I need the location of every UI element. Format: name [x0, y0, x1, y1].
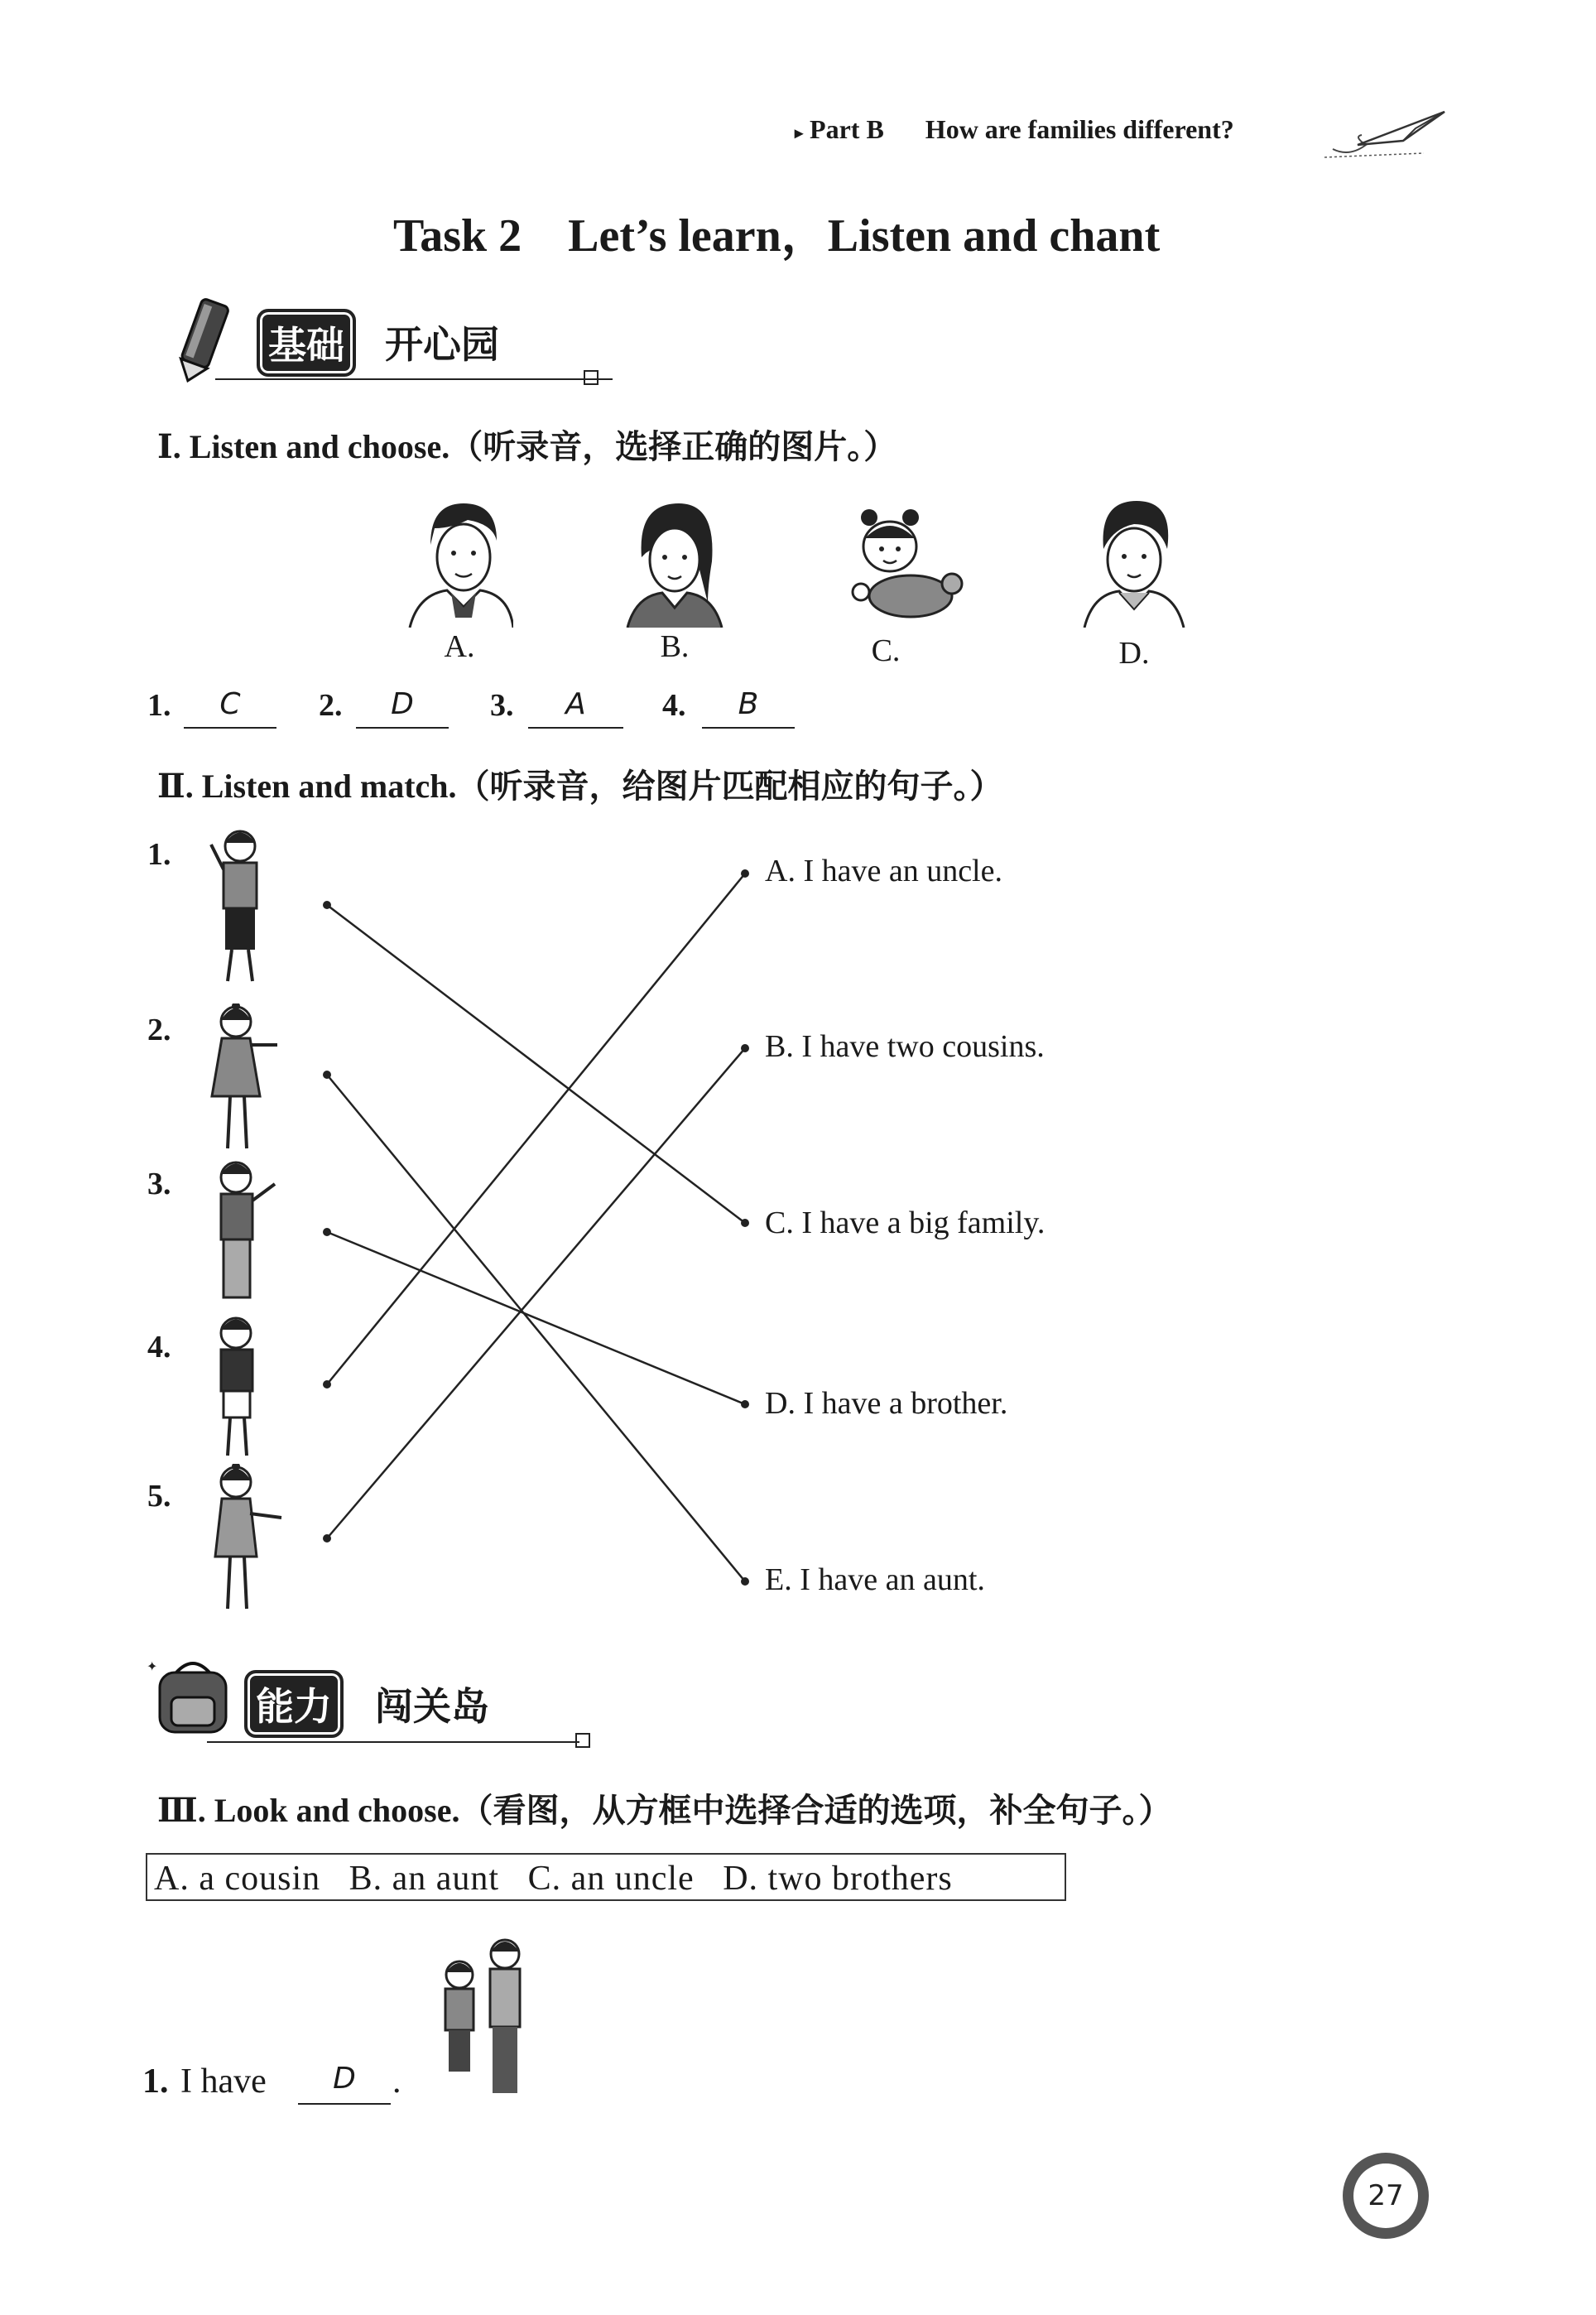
q2-sentence-c: C. I have a big family.	[765, 1206, 1046, 1240]
section-underline-2	[207, 1741, 579, 1743]
match-line-4-A	[327, 874, 745, 1384]
q3-heading: Ⅲ. Look and choose.（看图，从方框中选择合适的选项，补全句子。）	[157, 1792, 1172, 1829]
header-arrow-icon: ▸	[795, 124, 804, 142]
q1-label-a: A.	[444, 629, 475, 664]
q2-item-num-2: 2.	[147, 1013, 171, 1047]
q1-label-d: D.	[1118, 636, 1150, 671]
section-header-ability	[145, 1652, 608, 1751]
q2-sentence-a: A. I have an uncle.	[765, 854, 1002, 888]
q1-heading: Ⅰ. Listen and choose.（听录音，选择正确的图片。）	[157, 428, 897, 465]
match-line-1-C	[327, 905, 745, 1223]
q1-answer-num-3: 3.	[490, 688, 514, 723]
q3-item1-text: I have	[180, 2062, 267, 2101]
page-number: 27	[1368, 2179, 1404, 2212]
match-line-3-D	[327, 1232, 745, 1404]
q1-answer-num-2: 2.	[319, 688, 343, 723]
section-title-ability: 闯关岛	[375, 1684, 489, 1729]
q1-answer-blank-1[interactable]: C	[184, 687, 276, 729]
match-line-2-E	[327, 1075, 745, 1581]
header-part: Part B	[810, 114, 884, 144]
corner-mark-icon-2	[575, 1733, 590, 1748]
q2-item-num-3: 3.	[147, 1167, 171, 1201]
match-line-5-B	[327, 1048, 745, 1538]
q2-sentence-d: D. I have a brother.	[765, 1386, 1008, 1421]
section-title-basic: 开心园	[385, 322, 499, 367]
q1-answer-blank-4[interactable]: B	[702, 687, 795, 729]
page-number-badge	[1343, 2153, 1429, 2239]
section-badge-ability: 能力	[244, 1670, 344, 1738]
q1-answer-num-4: 4.	[662, 688, 686, 723]
q1-answer-num-1: 1.	[147, 688, 171, 723]
q1-label-c: C.	[871, 633, 901, 668]
task-title: Task 2 Let’s learn，Listen and chant	[393, 210, 1161, 262]
q3-options-box: A. a cousin B. an aunt C. an uncle D. two brothers	[146, 1853, 1066, 1901]
q2-item-num-1: 1.	[147, 837, 171, 872]
svg-text:✦: ✦	[147, 1660, 158, 1674]
q2-sentence-e: E. I have an aunt.	[765, 1562, 985, 1597]
q3-item1-num: 1.	[142, 2062, 169, 2101]
match-lines-group	[323, 869, 749, 1586]
q2-sentence-b: B. I have two cousins.	[765, 1029, 1045, 1064]
section-badge-basic: 基础	[257, 309, 356, 377]
q2-heading: Ⅱ. Listen and match.（听录音，给图片匹配相应的句子。）	[157, 768, 1003, 805]
q1-label-b: B.	[660, 629, 690, 664]
header-title: How are families different?	[925, 114, 1234, 144]
two-brothers-icon	[422, 1937, 555, 2103]
q1-answer-blank-3[interactable]: A	[528, 687, 623, 729]
q1-answer-blank-2[interactable]: D	[356, 687, 449, 729]
backpack-icon	[145, 1656, 236, 1739]
q2-item-num-4: 4.	[147, 1330, 171, 1364]
q3-item1-blank[interactable]: D	[298, 2062, 391, 2105]
q2-item-num-5: 5.	[147, 1479, 171, 1514]
q3-item1-period: .	[392, 2062, 401, 2101]
